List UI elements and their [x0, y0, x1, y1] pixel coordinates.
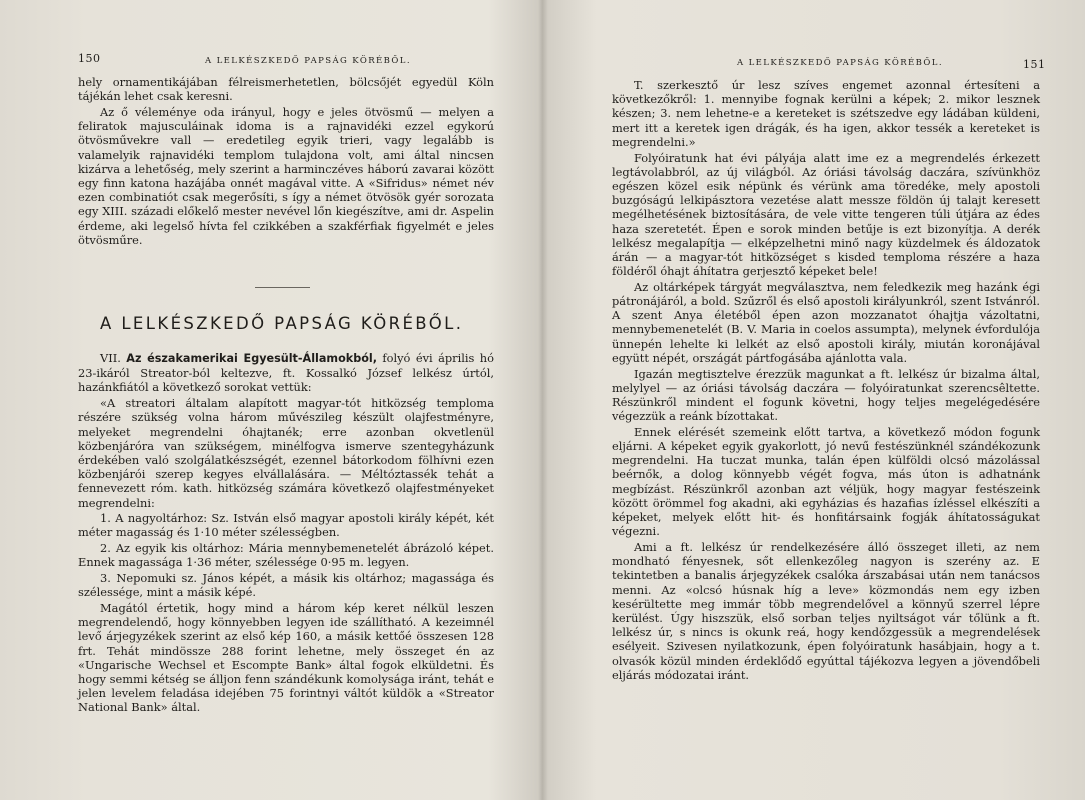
paragraph: Ami a ft. lelkész úr rendelkezésére álló összeget illeti, az nem mondható fényesnek, sőt ellenkezőleg nagyon is szerény az. E tekintetben a banalis árjegyzékek csalóka árszabásai után nem tanácsos menni. Az «olcsó húsnak híg a leve» közmondás nem egy izben kesérültette meg immár több megrendelővel a könnyű szerrel lépre kerülést. Úgy hiszszük, első sorban teljes nyiltságot vár tőlünk a ft. lelkész úr, s nincs is okunk reá, hogy kendőzgessük a megrendelések esélyeit. Szivesen nyilatkozunk, épen folyóiratunk hasábjain, hogy a t. olvasók közül minden érdeklődő egyúttal tájékozva legyen a jövendőbeli eljárás módozatai iránt.	[612, 540, 1040, 682]
paragraph: Igazán megtisztelve érezzük magunkat a ft. lelkész úr bizalma által, melylyel — az óriási távolság daczára — folyóiratunkat szerencsêltette. Részünkről mindent el fogunk követni, hogy teljes megelégedésére végezzük a reánk bízottakat.	[612, 366, 1040, 424]
running-head: A LELKÉSZKEDŐ PAPSÁG KÖRÉBŐL.	[205, 56, 411, 66]
paragraph: «A streatori általam alapított magyar-tót hitközség temploma részére szükség volna három művészileg készült olajfestményre, melyeket megrendelni óhajtanék; erre azonban okvetlenül közbenjáróra van szükségem, minélfogva ismerve szentegyházunk érdekében való szolgálatkészségét, ezennel bátorkodom fölhívni ezen közbenjárói szerep kegyes elvállalására. — Méltóztassék tehát a fennevezett róm. kath. hitközség számára következő olajfestményeket megrendelni:	[78, 396, 494, 510]
paragraph: Az oltárképek tárgyát megválasztva, nem feledkezik meg hazánk égi pátronájáról, a bold. Szűzről és első apostoli királyunkról, szent Istvánról. A szent Anya életéből épen azon mozzanatot óhajtja vázoltatni, mennybemenetelét (B. V. Maria in coelos assumpta), melynek évfordulója ünnepén lehelte ki lelkét az első apostoli király, miután koronájával együtt népét, országát pártfogásába ajánlotta vala.	[612, 279, 1040, 365]
left-page	[0, 0, 540, 800]
page-number: 150	[78, 52, 101, 65]
list-item: 2. Az egyik kis oltárhoz: Mária mennybemenetelét ábrázoló képet. Ennek magassága 1·36 méter, szélessége 0·95 m. legyen.	[78, 541, 494, 570]
paragraph: Az ő véleménye oda irányul, hogy e jeles ötvösmű — melyen a feliratok majusculáinak idoma is a rajnavidéki ezzel egykorú ötvösművekre vall — eredetileg egyik trieri, vagy legalább is valamelyik rajnavidéki templom tulajdona volt, ami által nincsen kizárva a lehetőség, mely szerint a harminczéves háború zavarai között egy finn katona hazájába onnét magával vitte. A «Sifridus» német név ezen combinatiót csak megerősíti, s így a német ötvösök gyér sorozata egy XIII. századi előkelő mester nevével lőn kiegészítve, ami dr. Aspelin érdeme, aki legelső hívta fel czikkében a szakférfiak figyelmét e jeles ötvösműre.	[78, 104, 494, 247]
paragraph: hely ornamentikájában félreismerhetetlen, bölcsőjét egyedül Köln tájékán lehet csak keresni.	[78, 75, 494, 104]
continued-text	[78, 75, 494, 248]
running-head: A LELKÉSZKEDŐ PAPSÁG KÖRÉBŐL.	[737, 58, 943, 68]
paragraph: Folyóiratunk hat évi pályája alatt ime ez a megrendelés érkezett legtávolabbról, az új világból. Az óriási távolság daczára, szívünkhöz egészen közel esik népünk és vérünk ama töredéke, mely apostoli buzgóságú lelkipásztora vezetése alatt messze földön új talajt keresett megélhetésének biztosítására, de vele vitte tengeren túli útjára az édes haza szeretetét. Épen e sorok minden betűje is ezt bizonyítja. A derék lelkész megalapítja — elképzelhetni minő nagy küzdelmek és áldozatok árán — a magyar-tót hitközséget s kisded temploma részére a haza földéről óhajt áhítatra gerjesztő képeket bele!	[612, 150, 1040, 279]
intro-text: folyó évi április hó 23-ikáról Streator-ból keltezve, ft. Kossalkó József lelkész úrtól, hazánkfiától a következő sorokat vettük:	[78, 351, 494, 395]
section-divider	[255, 287, 310, 288]
paragraph: T. szerkesztő úr lesz szíves engemet azonnal értesíteni a következőkről: 1. mennyibe fognak kerülni a képek; 2. mikor lesznek készen; 3. nem lehetne-e a kereteket is szétszedve egy ládában küldeni, mert itt a keretek igen drágák, és ha igen, akkor tessék a kereteket is megrendelni.»	[612, 78, 1040, 149]
article-body	[78, 351, 494, 716]
right-page	[545, 0, 1085, 800]
article-number: VII.	[100, 351, 121, 365]
article-heading: Az északamerikai Egyesült-Államokból,	[126, 352, 377, 365]
article-body	[612, 78, 1040, 684]
section-title: A LELKÉSZKEDŐ PAPSÁG KÖRÉBŐL.	[100, 314, 464, 333]
paragraph: Ennek elérését szemeink előtt tartva, a következő módon fogunk eljárni. A képeket egyik gyakorlott, jó nevű festészünknél szándékozunk megrendelni. Ha tuczat munka, talán épen külföldi olcsó mázolással beérnők, a dolog könnyebb végét fogva, más úton is adhatnánk megbízást. Részünkről azonban azt véljük, hogy magyar festészeink között örömmel fog akadni, aki egyházias és hazafias ízléssel elkészíti a képeket, melyek előtt hit- és honfitársaink fogják áhítatosságukat végezni.	[612, 424, 1040, 539]
page-number: 151	[1023, 58, 1046, 71]
list-item: 1. A nagyoltárhoz: Sz. István első magyar apostoli király képét, két méter magasság és 1·10 méter szélességben.	[78, 511, 494, 540]
list-item: 3. Nepomuki sz. János képét, a másik kis oltárhoz; magassága és szélessége, mint a másik képé.	[78, 571, 494, 600]
paragraph: Magától értetik, hogy mind a három kép keret nélkül leszen megrendelendő, hogy könnyebben legyen ide szállítható. A kezeimnél levő árjegyzékek szerint az első kép 160, a másik kettőé összesen 128 frt. Tehát mindössze 288 forint lehetne, mely összeget én az «Ungarische Wechsel et Escompte Bank» által fogok elküldetni. És hogy semmi kétség se álljon fenn szándékunk komolysága iránt, tehát e jelen levelem feladása idejében 75 forintnyi váltót küldök a «Streator National Bank» által.	[78, 600, 494, 715]
intro-paragraph	[78, 351, 494, 395]
